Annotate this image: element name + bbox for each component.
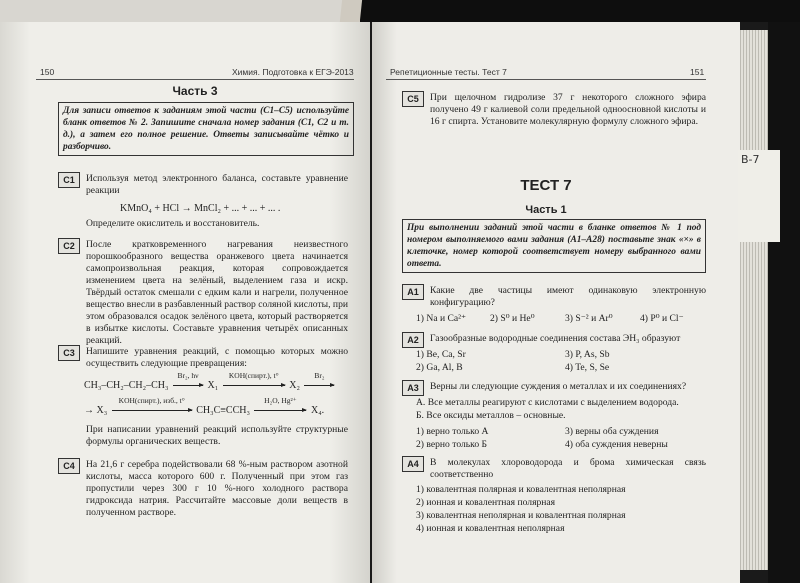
task-label-a1: А1 bbox=[402, 284, 424, 300]
answer-option: 3) P, As, Sb bbox=[565, 349, 610, 360]
task-a2-text: Газообразные водородные соединения состава ЭН₃ образуют bbox=[430, 333, 681, 344]
part-title: Часть 1 bbox=[525, 204, 567, 216]
task-c3-text: Напишите уравнения реакций, с помощью которых можно осуществить следующие превращения: bbox=[86, 346, 348, 369]
page-edges bbox=[740, 30, 768, 570]
arrow-condition: H₂O, Hg²⁺ bbox=[264, 396, 297, 405]
answer-option: 1) верно только А bbox=[416, 426, 489, 437]
answer-option: 2) Ga, Al, B bbox=[416, 362, 463, 373]
reaction-arrow bbox=[173, 371, 203, 391]
answer-option: 3) ковалентная неполярная и ковалентная полярная bbox=[416, 510, 626, 521]
task-label-c4: С4 bbox=[58, 458, 80, 474]
right-page-number: 151 bbox=[690, 67, 705, 77]
answer-option: 2) ионная и ковалентная полярная bbox=[416, 497, 556, 508]
answer-option: 1) Na и Ca²⁺ bbox=[416, 313, 467, 324]
answer-option: 4) P⁰ и Cl⁻ bbox=[640, 313, 684, 324]
top-background bbox=[0, 0, 800, 22]
answer-option: 4) ионная и ковалентная неполярная bbox=[416, 523, 565, 534]
statement-a: А. Все металлы реагируют с кислотами с выделением водорода. bbox=[416, 397, 679, 408]
answer-option: 3) S⁻² и Ar⁰ bbox=[565, 313, 613, 324]
dark-background bbox=[360, 0, 800, 22]
task-c1-after: Определите окислитель и восстановитель. bbox=[86, 218, 260, 229]
instructions-box: При выполнении заданий этой части в бланке ответов № 1 под номером выполняемого вами задания (А1–А28) поставьте знак «×» в клеточке, номер которой соответствует номеру выбранного вами ответа. bbox=[402, 219, 706, 273]
task-label-c3: С3 bbox=[58, 345, 80, 361]
r1-start: CH₃–CH₂–CH₂–CH₃ bbox=[84, 380, 169, 391]
header-rule bbox=[386, 79, 706, 80]
answer-option: 2) S⁰ и He⁰ bbox=[490, 313, 535, 324]
task-a1-text: Какие две частицы имеют одинаковую электронную конфигурацию? bbox=[430, 285, 706, 308]
task-label-a4: А4 bbox=[402, 456, 424, 472]
answer-option: 4) Te, S, Se bbox=[565, 362, 610, 373]
right-page bbox=[372, 22, 740, 583]
r1-x2: X₂ bbox=[289, 380, 300, 391]
task-c4-text: На 21,6 г серебра подействовали 68 %-ным раствором азотной кислоты, масса которого 600 г. Полученный при этом газ пропустили через 300 г 10 %-ного холодного раствора гидроксида натрия. Рассчитайте массовые доли веществ в полученном растворе. bbox=[86, 459, 348, 518]
task-a3-text: Верны ли следующие суждения о металлах и их соединениях? bbox=[430, 381, 687, 392]
reaction-arrow bbox=[304, 371, 334, 391]
part-title: Часть 3 bbox=[172, 84, 218, 98]
answer-option: 4) оба суждения неверны bbox=[565, 439, 668, 450]
task-label-c5: С5 bbox=[402, 91, 424, 107]
reaction-chain-line-1 bbox=[84, 371, 336, 391]
arrow-condition: KOH(спирт.), изб., t° bbox=[118, 396, 185, 405]
task-label-c1: С1 bbox=[58, 172, 80, 188]
r2-mid: CH₃C≡CCH₃ bbox=[196, 405, 250, 416]
right-header-title: Репетиционные тесты. Тест 7 bbox=[390, 67, 507, 77]
answer-option: 3) верны оба суждения bbox=[565, 426, 659, 437]
instructions-box: Для записи ответов к заданиям этой части (С1–С5) используйте бланк ответов № 2. Запишите сначала номер задания (С1, С2 и т. д.), а затем его полное решение. Ответы записывайте чётко и разборчиво. bbox=[58, 102, 354, 156]
dark-background-right bbox=[768, 22, 800, 583]
r2-start: → X₃ bbox=[84, 405, 108, 416]
task-c2-text: После кратковременного нагревания неизвестного порошкообразного вещества оранжевого цвета начинается самопроизвольная реакция, которая сопровождается изменением цвета на зелёный, выделением газа и искр. Твёрдый остаток смешали с едким кали и нагрели, полученное вещество внесли в разбавленный раствор соляной кислоты, при этом образовался осадок зелёного цвета, который растворяется в избытке кислоты. Составьте уравнения четырёх описанных реакций. bbox=[86, 239, 348, 346]
answer-option: 1) ковалентная полярная и ковалентная неполярная bbox=[416, 484, 626, 495]
task-a4-text: В молекулах хлороводорода и брома химическая связь соответственно bbox=[430, 457, 706, 480]
left-page bbox=[0, 22, 370, 583]
statement-b: Б. Все оксиды металлов – основные. bbox=[416, 410, 566, 421]
task-c3-after: При написании уравнений реакций используйте структурные формулы органических веществ. bbox=[86, 424, 348, 447]
sticky-note: В-7 bbox=[738, 150, 780, 242]
answer-option: 2) верно только Б bbox=[416, 439, 488, 450]
r2-end: X₄. bbox=[310, 405, 325, 416]
reaction-arrow bbox=[254, 396, 306, 416]
task-c5-text: При щелочном гидролизе 37 г некоторого сложного эфира получено 49 г калиевой соли предельной одноосновной кислоты и 16 г спирта. Установите молекулярную формулу сложного эфира. bbox=[430, 92, 706, 127]
task-c1-text: Используя метод электронного баланса, составьте уравнение реакции bbox=[86, 173, 348, 196]
header-rule bbox=[36, 79, 354, 80]
task-label-a2: А2 bbox=[402, 332, 424, 348]
task-label-c2: С2 bbox=[58, 238, 80, 254]
left-header-title: Химия. Подготовка к ЕГЭ-2013 bbox=[232, 67, 354, 77]
test-title: ТЕСТ 7 bbox=[520, 177, 572, 194]
arrow-condition: Br₂, hν bbox=[177, 371, 199, 380]
reaction-arrow bbox=[223, 371, 285, 391]
task-label-a3: А3 bbox=[402, 380, 424, 396]
r1-x1: X₁ bbox=[207, 380, 219, 391]
reaction-chain-line-2 bbox=[84, 396, 325, 416]
arrow-condition: KOH(спирт.), t° bbox=[228, 371, 279, 380]
arrow-condition: Br₂ bbox=[314, 371, 325, 380]
task-c1-equation: KMnO₄ + HCl → MnCl₂ + ... + ... + ... . bbox=[120, 203, 281, 214]
left-page-number: 150 bbox=[40, 67, 55, 77]
reaction-arrow bbox=[112, 396, 192, 416]
answer-option: 1) Be, Ca, Sr bbox=[416, 349, 466, 360]
